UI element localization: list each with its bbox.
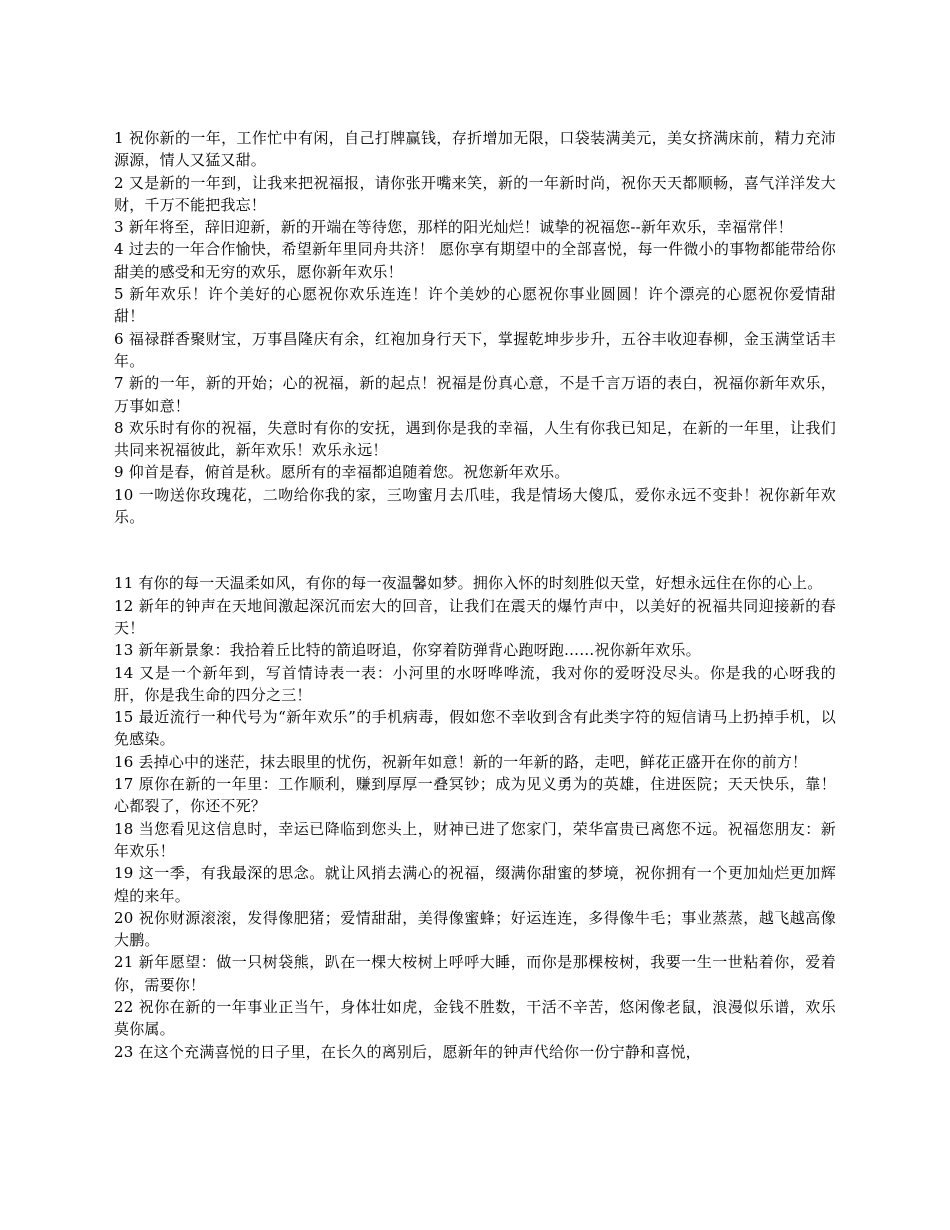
document-page [114, 127, 836, 1063]
greeting-paragraph-4: 4 过去的一年合作愉快，希望新年里同舟共济！ 愿你享有期望中的全部喜悦，每一件微小的事物都能带给你甜美的感受和无穷的欢乐，愿你新年欢乐！ [114, 240, 836, 281]
greeting-paragraph-3: 3 新年将至，辞旧迎新，新的开端在等待您，那样的阳光灿烂！诚挚的祝福您--新年欢乐，幸福常伴！ [114, 218, 793, 237]
greeting-paragraph-13: 13 新年新景象：我拾着丘比特的箭追呀追，你穿着防弹背心跑呀跑……祝你新年欢乐。 [114, 641, 701, 660]
greeting-paragraph-12: 12 新年的钟声在天地间激起深沉而宏大的回音，让我们在震天的爆竹声中，以美好的祝福共同迎接新的春天！ [114, 596, 836, 637]
paragraph-group-2 [114, 572, 836, 1063]
section-gap [114, 528, 836, 572]
greeting-paragraph-20: 20 祝你财源滚滚，发得像肥猪；爱情甜甜，美得像蜜蜂；好运连连，多得像牛毛；事业蒸蒸，越飞越高像大鹏。 [114, 908, 836, 950]
greeting-paragraph-10: 10 一吻送你玫瑰花，二吻给你我的家，三吻蜜月去爪哇，我是情场大傻瓜，爱你永远不变卦！祝你新年欢乐。 [114, 485, 836, 527]
greeting-paragraph-16: 16 丢掉心中的迷茫，抹去眼里的忧伤，祝新年如意！新的一年新的路，走吧，鲜花正盛开在你的前方！ [114, 752, 808, 771]
greeting-paragraph-19: 19 这一季，有我最深的思念。就让风捎去满心的祝福，缀满你甜蜜的梦境，祝你拥有一个更加灿烂更加辉煌的来年。 [114, 864, 836, 905]
greeting-paragraph-1: 1 祝你新的一年，工作忙中有闲，自己打牌赢钱，存折增加无限，口袋装满美元，美女挤满床前，精力充沛源源，情人又猛又甜。 [114, 129, 836, 170]
greeting-paragraph-22: 22 祝你在新的一年事业正当午，身体壮如虎，金钱不胜数，干活不辛苦，悠闲像老鼠，浪漫似乐谱，欢乐莫你属。 [114, 997, 836, 1039]
greeting-paragraph-14: 14 又是一个新年到，写首情诗表一表：小河里的水呀哗哗流，我对你的爱呀没尽头。你是我的心呀我的肝，你是我生命的四分之三！ [114, 663, 836, 704]
greeting-paragraph-17: 17 原你在新的一年里：工作顺利，赚到厚厚一叠冥钞；成为见义勇为的英雄，住进医院；天天快乐，靠！心都裂了，你还不死？ [114, 775, 836, 816]
greeting-paragraph-15: 15 最近流行一种代号为“新年欢乐”的手机病毒，假如您不幸收到含有此类字符的短信请马上扔掉手机，以免感染。 [114, 708, 836, 749]
paragraph-group-1 [114, 127, 836, 528]
greeting-paragraph-5: 5 新年欢乐！许个美好的心愿祝你欢乐连连！许个美妙的心愿祝你事业圆圆！许个漂亮的心愿祝你爱情甜甜！ [114, 285, 836, 326]
greeting-paragraph-21: 21 新年愿望：做一只树袋熊，趴在一棵大桉树上呼呼大睡，而你是那棵桉树，我要一生一世粘着你，爱着你，需要你！ [114, 953, 836, 994]
greeting-paragraph-11: 11 有你的每一天温柔如风，有你的每一夜温馨如梦。拥你入怀的时刻胜似天堂，好想永远住在你的心上。 [114, 574, 823, 593]
greeting-paragraph-2: 2 又是新的一年到，让我来把祝福报，请你张开嘴来笑，新的一年新时尚，祝你天天都顺畅，喜气洋洋发大财，千万不能把我忘！ [114, 173, 836, 214]
greeting-paragraph-7: 7 新的一年，新的开始；心的祝福，新的起点！祝福是份真心意，不是千言万语的表白，祝福你新年欢乐，万事如意！ [114, 374, 836, 415]
greeting-paragraph-8: 8 欢乐时有你的祝福，失意时有你的安抚，遇到你是我的幸福，人生有你我已知足，在新的一年里，让我们共同来祝福彼此，新年欢乐！欢乐永远！ [114, 418, 836, 460]
greeting-paragraph-18: 18 当您看见这信息时，幸运已降临到您头上，财神已进了您家门，荣华富贵已离您不远。祝福您朋友：新年欢乐！ [114, 819, 836, 860]
greeting-paragraph-9: 9 仰首是春，俯首是秋。愿所有的幸福都追随着您。祝您新年欢乐。 [114, 463, 570, 482]
greeting-paragraph-23: 23 在这个充满喜悦的日子里，在长久的离别后，愿新年的钟声代给你一份宁静和喜悦， [114, 1042, 701, 1061]
greeting-paragraph-6: 6 福禄群香聚财宝，万事昌隆庆有余，红袍加身行天下，掌握乾坤步步升，五谷丰收迎春柳，金玉满堂话丰年。 [114, 329, 836, 370]
